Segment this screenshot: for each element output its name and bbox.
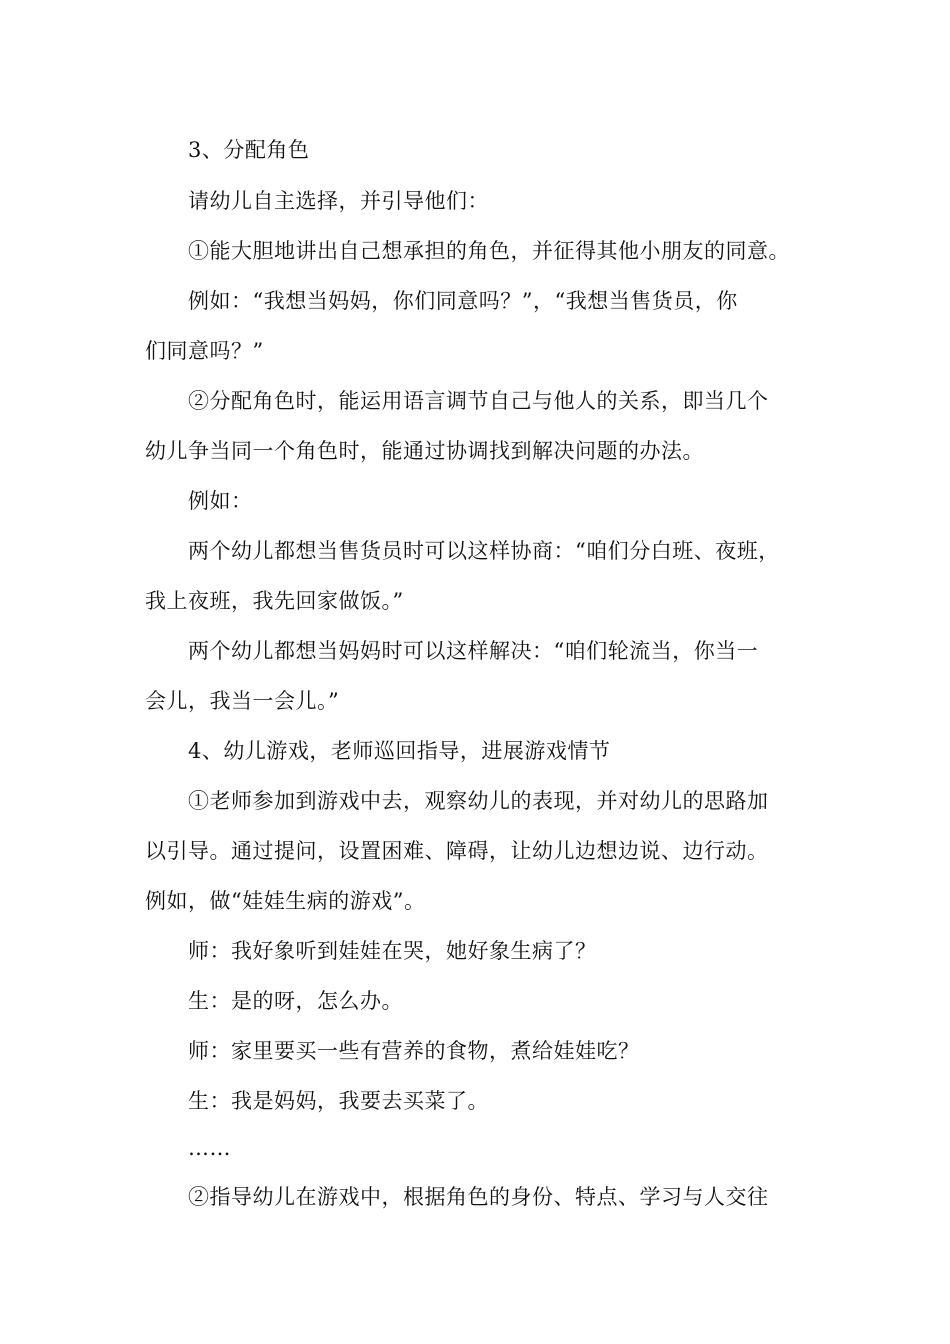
- dialogue-line: 生：是的呀，怎么办。: [188, 989, 403, 1013]
- paragraph-line: 以引导。通过提问，设置困难、障碍，让幼儿边想边说、边行动。: [145, 839, 769, 863]
- section-heading-3: 3、分配角色: [188, 138, 310, 162]
- paragraph-line: 例如：“我想当妈妈，你们同意吗？”，“我想当售货员，你: [188, 289, 738, 313]
- paragraph-line: 会儿，我当一会儿。”: [145, 689, 340, 713]
- paragraph-line: ①能大胆地讲出自己想承担的角色，并征得其他小朋友的同意。: [188, 239, 790, 263]
- paragraph-line: 们同意吗？”: [145, 339, 264, 363]
- paragraph-line: ②分配角色时，能运用语言调节自己与他人的关系，即当几个: [188, 389, 769, 413]
- dialogue-line: 师：我好象听到娃娃在哭，她好象生病了？: [188, 939, 597, 963]
- section-heading-4: 4、幼儿游戏，老师巡回指导，进展游戏情节: [188, 739, 611, 763]
- paragraph-line: 两个幼儿都想当售货员时可以这样协商：“咱们分白班、夜班，: [188, 539, 780, 563]
- paragraph-line: 我上夜班，我先回家做饭。”: [145, 589, 404, 613]
- dialogue-line: 生：我是妈妈，我要去买菜了。: [188, 1089, 489, 1113]
- paragraph-line: 例如，做“娃娃生病的游戏”。: [145, 889, 426, 913]
- paragraph-line: 幼儿争当同一个角色时，能通过协调找到解决问题的办法。: [145, 439, 704, 463]
- ellipsis-line: ……: [188, 1136, 231, 1160]
- paragraph-line: ②指导幼儿在游戏中，根据角色的身份、特点、学习与人交往: [188, 1185, 769, 1209]
- paragraph-line: 请幼儿自主选择，并引导他们：: [188, 189, 489, 213]
- paragraph-line: ①老师参加到游戏中去，观察幼儿的表现，并对幼儿的思路加: [188, 789, 769, 813]
- paragraph-line: 两个幼儿都想当妈妈时可以这样解决：“咱们轮流当，你当一: [188, 639, 759, 663]
- paragraph-line: 例如：: [188, 489, 253, 513]
- dialogue-line: 师：家里要买一些有营养的食物，煮给娃娃吃？: [188, 1039, 640, 1063]
